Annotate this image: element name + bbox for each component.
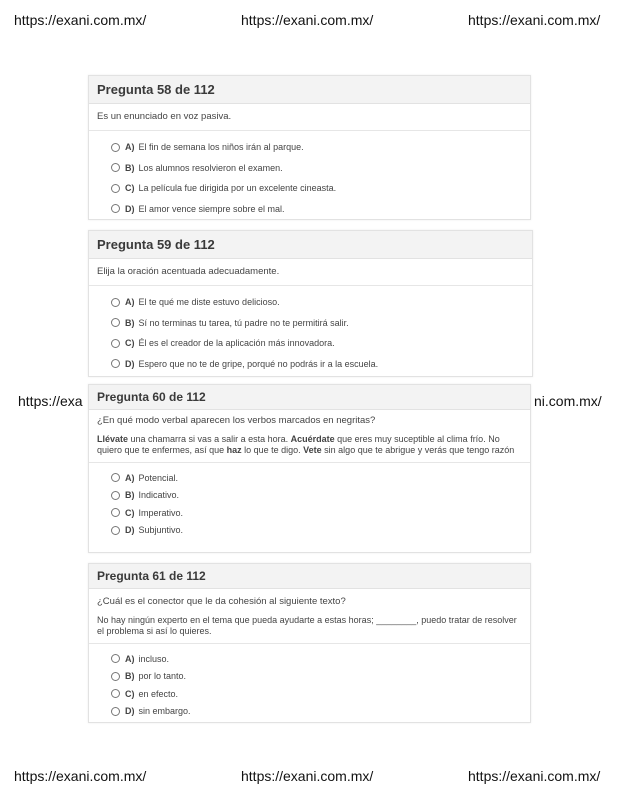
watermark-url: https://exani.com.mx/ [241,12,374,28]
question-title: Pregunta 58 de 112 [89,76,530,104]
question-prompt: ¿Cuál es el conector que le da cohesión al siguiente texto? [97,596,346,607]
answer-option-d[interactable]: D) Subjuntivo. [111,522,530,540]
watermark-url: ni.com.mx/ [534,393,602,409]
answer-option-c[interactable]: C) Él es el creador de la aplicación más innovadora. [111,333,532,354]
watermark-url: https://exani.com.mx/ [14,12,147,28]
question-card [88,230,533,377]
answer-option-b[interactable]: B) Indicativo. [111,487,530,505]
answer-option-c[interactable]: C) La película fue dirigida por un excelente cineasta. [111,178,530,199]
answer-option-c[interactable]: C) Imperativo. [111,504,530,522]
answer-option-a[interactable]: A) Potencial. [111,469,530,487]
question-title: Pregunta 59 de 112 [89,231,532,259]
reading-passage: No hay ningún experto en el tema que pueda ayudarte a estas horas; ________, puedo tratar de resolver el problema si así lo quieres. [97,615,517,636]
answer-option-d[interactable]: D) Espero que no te de gripe, porqué no podrás ir a la escuela. [111,354,532,375]
radio-button[interactable] [111,654,120,663]
radio-button[interactable] [111,473,120,482]
question-prompt: Elija la oración acentuada adecuadamente. [97,266,280,277]
watermark-url: https://exani.com.mx/ [241,768,374,784]
radio-button[interactable] [111,184,120,193]
watermark-url: https://exani.com.mx/ [14,768,147,784]
radio-button[interactable] [111,491,120,500]
question-card [88,563,531,723]
answer-option-a[interactable]: A) El fin de semana los niños irán al parque. [111,137,530,158]
answer-option-b[interactable]: B) Los alumnos resolvieron el examen. [111,158,530,179]
radio-button[interactable] [111,359,120,368]
question-title: Pregunta 61 de 112 [89,564,530,589]
radio-button[interactable] [111,689,120,698]
answer-option-a[interactable]: A) incluso. [111,650,530,668]
radio-button[interactable] [111,143,120,152]
answer-option-b[interactable]: B) Sí no terminas tu tarea, tú padre no te permitirá salir. [111,313,532,334]
radio-button[interactable] [111,508,120,517]
reading-passage: Llévate una chamarra si vas a salir a esta hora. Acuérdate que eres muy suceptible al clima frío. No quiero que te enfermes, así que haz lo que te digo. Vete sin algo que te abrigue y verás que tengo razón [97,434,515,455]
watermark-url: https://exani.com.mx/ [468,12,601,28]
radio-button[interactable] [111,298,120,307]
answer-option-a[interactable]: A) El te qué me diste estuvo delicioso. [111,292,532,313]
question-prompt: Es un enunciado en voz pasiva. [97,111,232,122]
radio-button[interactable] [111,526,120,535]
radio-button[interactable] [111,339,120,348]
radio-button[interactable] [111,163,120,172]
answer-option-d[interactable]: D) El amor vence siempre sobre el mal. [111,199,530,220]
answer-option-d[interactable]: D) sin embargo. [111,703,530,721]
question-title: Pregunta 60 de 112 [89,385,530,410]
question-card [88,384,531,553]
radio-button[interactable] [111,318,120,327]
question-card [88,75,531,220]
radio-button[interactable] [111,672,120,681]
radio-button[interactable] [111,204,120,213]
answer-option-b[interactable]: B) por lo tanto. [111,668,530,686]
question-prompt: ¿En qué modo verbal aparecen los verbos marcados en negritas? [97,415,376,426]
answer-option-c[interactable]: C) en efecto. [111,685,530,703]
watermark-url: https://exani.com.mx/ [468,768,601,784]
radio-button[interactable] [111,707,120,716]
watermark-url: https://exa [18,393,83,409]
